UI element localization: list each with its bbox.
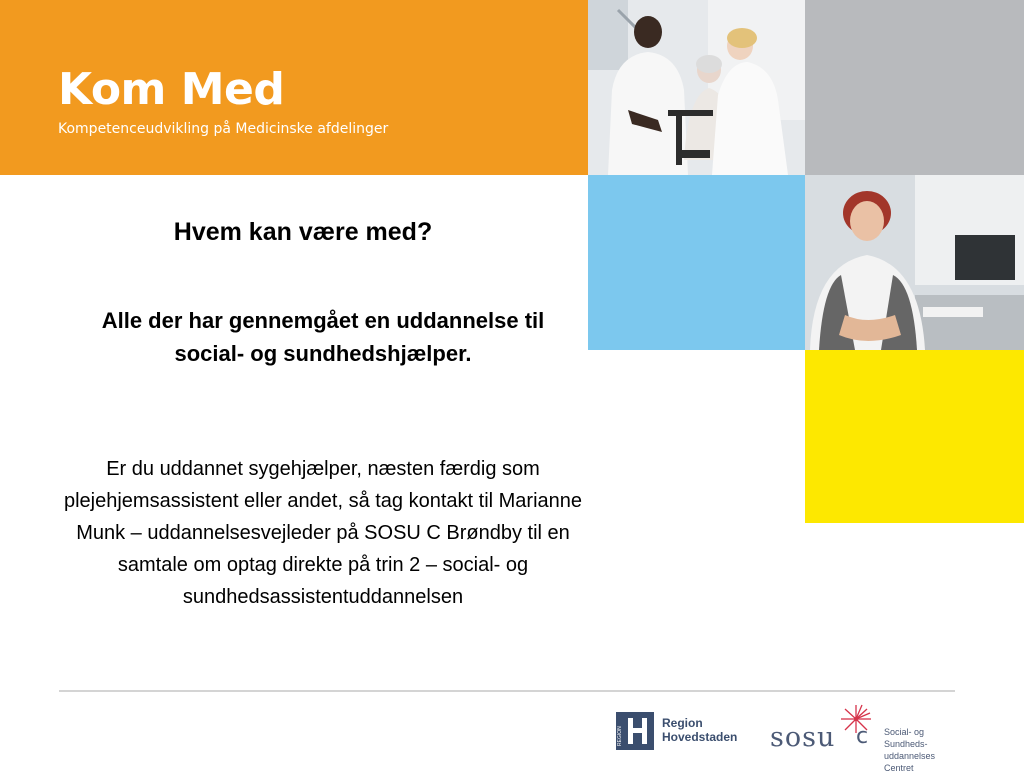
blue-tile <box>588 175 806 350</box>
region-hovedstaden-logo <box>616 710 746 752</box>
lead-paragraph: Alle der har gennemgået en uddannelse til social- og sundhedshjælper. <box>101 308 545 366</box>
region-name <box>662 716 737 744</box>
footer-divider <box>59 690 955 692</box>
region-h-icon <box>616 712 654 750</box>
sosu-tagline <box>884 726 960 774</box>
brand-title: Kom Med <box>58 64 285 115</box>
yellow-tile <box>805 350 1024 523</box>
sosu-wordmark: sosu <box>770 722 836 753</box>
photo-woman-at-desk <box>805 175 1024 350</box>
sosu-line2: uddannelses Centret <box>884 751 936 773</box>
region-mark-text: REGION <box>617 726 623 746</box>
photo-nurses-with-patient <box>588 0 805 175</box>
brand-subtitle: Kompetenceudvikling på Medicinske afdelinger <box>58 121 389 137</box>
sosu-letter-c: c <box>856 724 869 749</box>
region-line2: Hovedstaden <box>662 730 738 744</box>
region-line1: Region <box>662 716 703 730</box>
body-paragraph: Er du uddannet sygehjælper, næsten færdig som plejehjemsassistent eller andet, så tag kontakt til Marianne Munk – uddannelsesvejleder på SOSU C Brøndby til en samtale om optag direkte på trin 2 – social- og sundhedsassistentuddannelsen <box>63 458 583 608</box>
section-heading: Hvem kan være med? <box>173 218 433 246</box>
sosu-c-logo <box>770 704 960 773</box>
sosu-line1: Social- og Sundheds- <box>884 727 928 749</box>
gray-tile <box>805 0 1024 175</box>
